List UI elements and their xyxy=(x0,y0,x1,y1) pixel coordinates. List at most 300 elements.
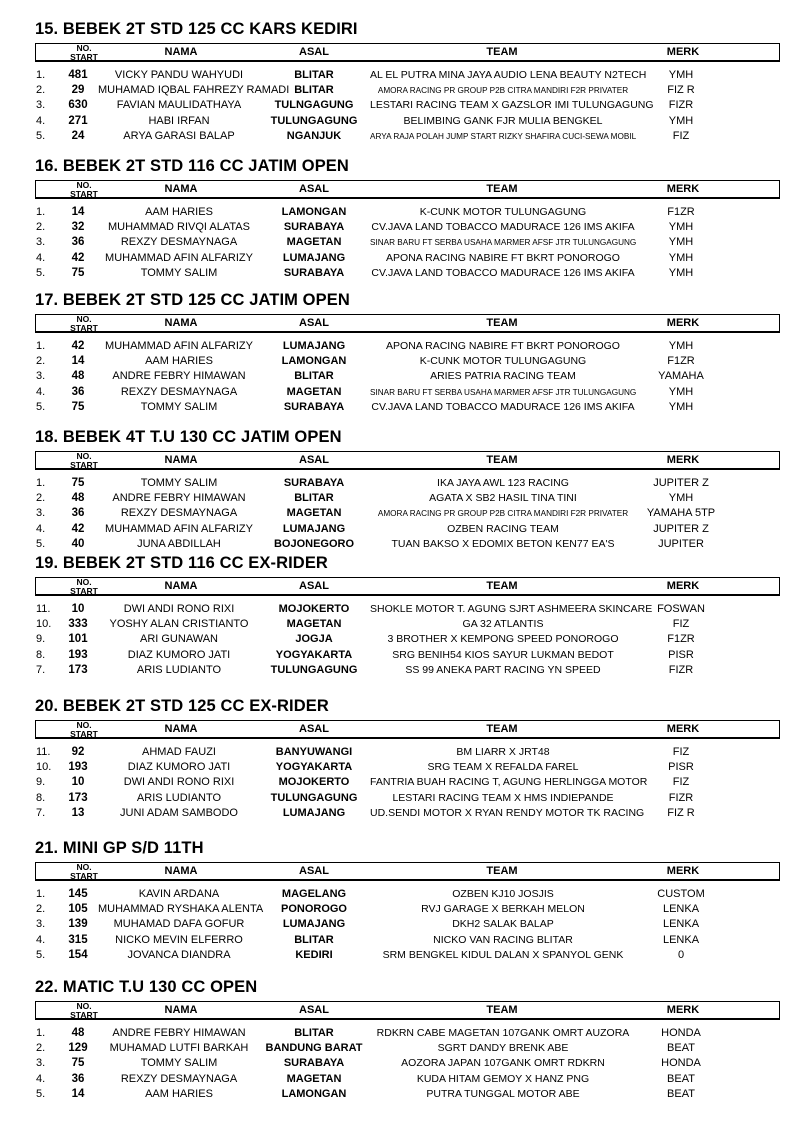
section-title: 16. BEBEK 2T STD 116 CC JATIM OPEN xyxy=(35,157,349,175)
team-name: 3 BROTHER X KEMPONG SPEED PONOROGO xyxy=(387,633,619,646)
rider-position: 2. xyxy=(36,903,46,916)
table-row xyxy=(0,251,800,266)
team-name: AMORA RACING PR GROUP P2B CITRA MANDIRI F2R PRIVATER xyxy=(377,86,629,96)
header-asal: ASAL xyxy=(299,317,329,329)
rider-position: 3. xyxy=(36,236,46,249)
table-row xyxy=(0,791,800,806)
table-row xyxy=(0,385,800,400)
bike-brand: CUSTOM xyxy=(657,888,705,900)
bike-brand: YMH xyxy=(668,251,694,264)
team-name: SINAR BARU FT SERBA USAHA MARMER AFSF JTR TULUNGAGUNG xyxy=(370,387,637,397)
rider-name: TOMMY SALIM xyxy=(140,477,218,489)
rider-origin: MAGETAN xyxy=(286,236,342,249)
rider-name: MUHAMAD IQBAL FAHREZY RAMADI xyxy=(98,84,290,97)
rider-position: 2. xyxy=(36,221,46,234)
bike-brand: HONDA xyxy=(661,1027,701,1039)
table-row xyxy=(0,1087,800,1102)
team-name: AL EL PUTRA MINA JAYA AUDIO LENA BEAUTY N2TECH xyxy=(370,69,647,81)
table-header xyxy=(35,451,780,470)
table-row xyxy=(0,760,800,775)
rider-origin: MOJOKERTO xyxy=(278,776,350,789)
rider-position: 3. xyxy=(36,918,46,931)
rider-origin: LAMONGAN xyxy=(281,1087,347,1100)
rider-position: 10. xyxy=(36,761,52,774)
bike-brand: F1ZR xyxy=(667,633,695,646)
rider-origin: JOGJA xyxy=(295,633,333,646)
start-number: 92 xyxy=(71,746,85,758)
rider-position: 1. xyxy=(36,888,46,900)
bike-brand: FIZR xyxy=(668,99,694,112)
rider-position: 7. xyxy=(36,806,46,819)
bike-brand: FOSWAN xyxy=(657,603,705,615)
table-row xyxy=(0,476,800,491)
start-number: 154 xyxy=(68,948,88,961)
header-nama: NAMA xyxy=(164,183,198,195)
table-row xyxy=(0,506,800,521)
rider-position: 2. xyxy=(36,84,46,97)
table-row xyxy=(0,917,800,932)
rider-origin: MAGETAN xyxy=(286,385,342,398)
rider-name: REXZY DESMAYNAGA xyxy=(120,1072,238,1085)
table-row xyxy=(0,1072,800,1087)
table-row xyxy=(0,902,800,917)
start-number: 48 xyxy=(71,370,85,383)
rider-name: JOVANCA DIANDRA xyxy=(127,948,231,961)
table-row xyxy=(0,806,800,821)
start-number: 193 xyxy=(68,761,88,774)
header-team: TEAM xyxy=(486,317,518,329)
team-name: SS 99 ANEKA PART RACING YN SPEED xyxy=(405,663,601,676)
header-merk: MERK xyxy=(666,454,700,466)
race-section xyxy=(0,428,800,563)
header-merk: MERK xyxy=(666,46,700,58)
header-nama: NAMA xyxy=(164,317,198,329)
rider-position: 4. xyxy=(36,385,46,398)
header-team: TEAM xyxy=(486,46,518,58)
start-number: 139 xyxy=(68,918,88,931)
table-header xyxy=(35,1001,780,1020)
start-number: 36 xyxy=(71,385,85,398)
bike-brand: JUPITER Z xyxy=(653,477,709,489)
team-name: SRG BENIH54 KIOS SAYUR LUKMAN BEDOT xyxy=(392,648,614,661)
header-no-start: NO. START xyxy=(70,451,98,470)
bike-brand: JUPITER Z xyxy=(653,522,709,535)
rider-position: 2. xyxy=(36,1042,46,1055)
rider-origin: SURABAYA xyxy=(283,1057,345,1070)
team-name: ARIES PATRIA RACING TEAM xyxy=(430,370,576,383)
table-row xyxy=(0,537,800,552)
rider-name: DIAZ KUMORO JATI xyxy=(127,761,231,774)
header-team: TEAM xyxy=(486,865,518,877)
start-number: 173 xyxy=(68,663,88,676)
race-section xyxy=(0,978,800,1113)
rider-origin: YOGYAKARTA xyxy=(275,648,353,661)
rider-position: 9. xyxy=(36,633,46,646)
header-merk: MERK xyxy=(666,580,700,592)
bike-brand: BEAT xyxy=(667,1042,695,1055)
rider-position: 8. xyxy=(36,791,46,804)
rider-name: JUNI ADAM SAMBODO xyxy=(120,806,238,819)
header-merk: MERK xyxy=(666,317,700,329)
rider-position: 8. xyxy=(36,648,46,661)
table-header xyxy=(35,862,780,881)
race-section xyxy=(0,697,800,832)
rider-position: 4. xyxy=(36,251,46,264)
rider-name: YOSHY ALAN CRISTIANTO xyxy=(109,618,249,631)
rider-origin: MOJOKERTO xyxy=(278,603,350,615)
table-row xyxy=(0,220,800,235)
rider-name: AHMAD FAUZI xyxy=(142,746,216,758)
start-number: 75 xyxy=(71,1057,85,1070)
team-name: KUDA HITAM GEMOY X HANZ PNG xyxy=(416,1072,590,1085)
start-number: 481 xyxy=(68,69,88,81)
rider-position: 4. xyxy=(36,933,46,946)
rider-name: VICKY PANDU WAHYUDI xyxy=(114,69,244,81)
header-team: TEAM xyxy=(486,723,518,735)
team-name: IKA JAYA AWL 123 RACING xyxy=(437,477,569,489)
rider-origin: TULNGAGUNG xyxy=(274,99,354,112)
rider-origin: SURABAYA xyxy=(283,266,345,279)
table-header xyxy=(35,577,780,596)
bike-brand: YMH xyxy=(668,385,694,398)
team-name: BM LIARR X JRT48 xyxy=(456,746,550,758)
team-name: AOZORA JAPAN 107GANK OMRT RDKRN xyxy=(401,1057,605,1070)
bike-brand: BEAT xyxy=(667,1072,695,1085)
team-name: SHOKLE MOTOR T. AGUNG SJRT ASHMEERA SKINCARE xyxy=(370,603,653,615)
header-asal: ASAL xyxy=(299,183,329,195)
team-name: FANTRIA BUAH RACING T, AGUNG HERLINGGA MOTOR xyxy=(370,776,648,789)
start-number: 315 xyxy=(68,933,88,946)
rider-name: ARIS LUDIANTO xyxy=(136,791,222,804)
bike-brand: YMH xyxy=(668,221,694,234)
table-row xyxy=(0,83,800,98)
section-title: 21. MINI GP S/D 11TH xyxy=(35,839,204,857)
start-number: 75 xyxy=(71,266,85,279)
start-number: 42 xyxy=(71,340,85,352)
rider-name: DIAZ KUMORO JATI xyxy=(127,648,231,661)
team-name: OZBEN RACING TEAM xyxy=(447,522,559,535)
team-name: AGATA X SB2 HASIL TINA TINI xyxy=(429,492,577,505)
rider-position: 9. xyxy=(36,776,46,789)
team-name: AMORA RACING PR GROUP P2B CITRA MANDIRI F2R PRIVATER xyxy=(377,509,629,519)
table-row xyxy=(0,129,800,144)
rider-position: 2. xyxy=(36,355,46,368)
rider-name: ANDRE FEBRY HIMAWAN xyxy=(112,370,246,383)
header-no-start: NO. START xyxy=(70,314,98,333)
team-name: APONA RACING NABIRE FT BKRT PONOROGO xyxy=(386,251,620,264)
bike-brand: LENKA xyxy=(662,918,700,931)
rider-origin: MAGETAN xyxy=(286,507,342,520)
team-name: GA 32 ATLANTIS xyxy=(462,618,544,631)
rider-origin: LUMAJANG xyxy=(282,340,346,352)
team-name: LESTARI RACING TEAM X GAZSLOR IMI TULUNGAGUNG xyxy=(370,99,654,112)
rider-name: MUHAMMAD RIVQI ALATAS xyxy=(107,221,250,234)
rider-position: 3. xyxy=(36,370,46,383)
team-name: APONA RACING NABIRE FT BKRT PONOROGO xyxy=(386,340,620,352)
rider-name: TOMMY SALIM xyxy=(140,400,218,413)
start-number: 10 xyxy=(71,603,85,615)
start-number: 333 xyxy=(68,618,88,631)
start-number: 75 xyxy=(71,477,85,489)
rider-name: MUHAMMAD AFIN ALFARIZY xyxy=(105,340,253,352)
rider-position: 5. xyxy=(36,129,46,142)
rider-name: ARI GUNAWAN xyxy=(139,633,219,646)
rider-name: AAM HARIES xyxy=(145,1087,213,1100)
bike-brand: BEAT xyxy=(667,1087,695,1100)
rider-origin: LUMAJANG xyxy=(282,806,346,819)
header-asal: ASAL xyxy=(299,723,329,735)
table-row xyxy=(0,339,800,354)
start-number: 630 xyxy=(68,99,88,112)
start-number: 10 xyxy=(71,776,85,789)
start-number: 129 xyxy=(68,1042,88,1055)
rider-position: 2. xyxy=(36,492,46,505)
rider-name: AAM HARIES xyxy=(145,355,213,368)
rider-position: 1. xyxy=(36,69,46,81)
rider-position: 1. xyxy=(36,206,46,218)
rider-position: 3. xyxy=(36,1057,46,1070)
rider-origin: BANYUWANGI xyxy=(275,746,353,758)
team-name: LESTARI RACING TEAM X HMS INDIEPANDE xyxy=(392,791,614,804)
rider-position: 3. xyxy=(36,507,46,520)
start-number: 36 xyxy=(71,1072,85,1085)
rider-name: JUNA ABDILLAH xyxy=(137,537,221,550)
bike-brand: FIZ R xyxy=(667,84,695,97)
start-number: 24 xyxy=(71,129,85,142)
race-section xyxy=(0,554,800,689)
table-row xyxy=(0,1026,800,1041)
bike-brand: YMH xyxy=(668,400,694,413)
team-name: SINAR BARU FT SERBA USAHA MARMER AFSF JTR TULUNGAGUNG xyxy=(370,238,637,248)
table-row xyxy=(0,68,800,83)
start-number: 193 xyxy=(68,648,88,661)
table-row xyxy=(0,205,800,220)
header-nama: NAMA xyxy=(164,580,198,592)
table-header xyxy=(35,43,780,62)
section-title: 20. BEBEK 2T STD 125 CC EX-RIDER xyxy=(35,697,329,715)
bike-brand: FIZ xyxy=(672,618,690,631)
rider-name: KAVIN ARDANA xyxy=(138,888,220,900)
table-row xyxy=(0,602,800,617)
start-number: 173 xyxy=(68,791,88,804)
header-asal: ASAL xyxy=(299,454,329,466)
start-number: 36 xyxy=(71,507,85,520)
start-number: 42 xyxy=(71,522,85,535)
rider-origin: BLITAR xyxy=(294,69,334,81)
rider-position: 7. xyxy=(36,663,46,676)
rider-name: REXZY DESMAYNAGA xyxy=(120,385,238,398)
rider-name: HABI IRFAN xyxy=(148,114,210,127)
team-name: UD.SENDI MOTOR X RYAN RENDY MOTOR TK RACING xyxy=(370,806,645,819)
bike-brand: HONDA xyxy=(661,1057,701,1070)
header-no-start: NO. START xyxy=(70,577,98,596)
bike-brand: JUPITER xyxy=(658,537,704,550)
rider-name: AAM HARIES xyxy=(145,206,213,218)
header-nama: NAMA xyxy=(164,723,198,735)
table-row xyxy=(0,266,800,281)
bike-brand: FIZ xyxy=(672,746,690,758)
team-name: OZBEN KJ10 JOSJIS xyxy=(452,888,554,900)
table-row xyxy=(0,617,800,632)
table-row xyxy=(0,114,800,129)
team-name: CV.JAVA LAND TOBACCO MADURACE 126 IMS AKIFA xyxy=(371,266,635,279)
bike-brand: YAMAHA xyxy=(658,370,704,383)
rider-origin: SURABAYA xyxy=(283,400,345,413)
team-name: CV.JAVA LAND TOBACCO MADURACE 126 IMS AKIFA xyxy=(371,400,635,413)
rider-origin: SURABAYA xyxy=(283,477,345,489)
team-name: RVJ GARAGE X BERKAH MELON xyxy=(421,903,585,916)
rider-position: 11. xyxy=(36,746,51,758)
rider-name: MUHAMMAD AFIN ALFARIZY xyxy=(105,522,253,535)
bike-brand: PISR xyxy=(668,761,694,774)
table-header xyxy=(35,314,780,333)
rider-origin: MAGELANG xyxy=(281,888,347,900)
table-row xyxy=(0,400,800,415)
rider-origin: KEDIRI xyxy=(295,948,333,961)
table-row xyxy=(0,369,800,384)
bike-brand: YAMAHA 5TP xyxy=(646,507,716,520)
rider-position: 4. xyxy=(36,522,46,535)
start-number: 40 xyxy=(71,537,85,550)
table-row xyxy=(0,648,800,663)
table-row xyxy=(0,775,800,790)
table-row xyxy=(0,933,800,948)
rider-origin: PONOROGO xyxy=(280,903,347,916)
race-section xyxy=(0,20,800,155)
table-row xyxy=(0,632,800,647)
bike-brand: YMH xyxy=(668,340,694,352)
rider-origin: LUMAJANG xyxy=(282,251,346,264)
header-nama: NAMA xyxy=(164,46,198,58)
rider-position: 5. xyxy=(36,266,46,279)
rider-origin: YOGYAKARTA xyxy=(275,761,353,774)
start-number: 101 xyxy=(68,633,88,646)
rider-name: MUHAMAD LUTFI BARKAH xyxy=(109,1042,249,1055)
table-row xyxy=(0,948,800,963)
section-title: 17. BEBEK 2T STD 125 CC JATIM OPEN xyxy=(35,291,350,309)
bike-brand: LENKA xyxy=(662,933,700,946)
team-name: DKH2 SALAK BALAP xyxy=(452,918,554,931)
bike-brand: YMH xyxy=(668,266,694,279)
header-team: TEAM xyxy=(486,183,518,195)
team-name: ARYA RAJA POLAH JUMP START RIZKY SHAFIRA CUCI-SEWA MOBIL xyxy=(370,131,637,141)
rider-name: MUHAMMAD RYSHAKA ALENTA xyxy=(98,903,264,916)
rider-origin: LAMONGAN xyxy=(281,206,347,218)
team-name: SGRT DANDY BRENK ABE xyxy=(437,1042,569,1055)
table-row xyxy=(0,1056,800,1071)
rider-name: ARYA GARASI BALAP xyxy=(123,129,235,142)
team-name: BELIMBING GANK FJR MULIA BENGKEL xyxy=(403,114,603,127)
bike-brand: F1ZR xyxy=(667,206,695,218)
header-asal: ASAL xyxy=(299,580,329,592)
start-number: 271 xyxy=(68,114,88,127)
rider-origin: BLITAR xyxy=(294,1027,334,1039)
table-header xyxy=(35,720,780,739)
table-row xyxy=(0,522,800,537)
rider-position: 1. xyxy=(36,1027,46,1039)
header-merk: MERK xyxy=(666,865,700,877)
header-nama: NAMA xyxy=(164,865,198,877)
table-row xyxy=(0,663,800,678)
start-number: 36 xyxy=(71,236,85,249)
start-number: 13 xyxy=(71,806,85,819)
start-number: 32 xyxy=(71,221,85,234)
header-merk: MERK xyxy=(666,723,700,735)
header-merk: MERK xyxy=(666,1004,700,1016)
start-number: 48 xyxy=(71,492,85,505)
bike-brand: FIZ R xyxy=(667,806,695,819)
rider-name: REXZY DESMAYNAGA xyxy=(120,507,238,520)
rider-origin: LUMAJANG xyxy=(282,522,346,535)
bike-brand: LENKA xyxy=(662,903,700,916)
rider-position: 5. xyxy=(36,537,46,550)
bike-brand: FIZ xyxy=(672,129,690,142)
table-header xyxy=(35,180,780,199)
rider-position: 3. xyxy=(36,99,46,112)
rider-name: MUHAMAD DAFA GOFUR xyxy=(113,918,245,931)
bike-brand: FIZR xyxy=(668,663,694,676)
rider-position: 1. xyxy=(36,340,46,352)
header-asal: ASAL xyxy=(299,865,329,877)
rider-position: 5. xyxy=(36,400,46,413)
header-no-start: NO. START xyxy=(70,43,98,62)
table-row xyxy=(0,1041,800,1056)
rider-name: DWI ANDI RONO RIXI xyxy=(123,603,235,615)
table-row xyxy=(0,98,800,113)
header-no-start: NO. START xyxy=(70,1001,98,1020)
team-name: TUAN BAKSO X EDOMIX BETON KEN77 EA'S xyxy=(391,537,615,550)
bike-brand: FIZ xyxy=(672,776,690,789)
rider-origin: BOJONEGORO xyxy=(273,537,355,550)
team-name: PUTRA TUNGGAL MOTOR ABE xyxy=(426,1087,580,1100)
bike-brand: YMH xyxy=(668,492,694,505)
rider-origin: NGANJUK xyxy=(286,129,342,142)
rider-origin: SURABAYA xyxy=(283,221,345,234)
start-number: 14 xyxy=(71,1087,85,1100)
header-merk: MERK xyxy=(666,183,700,195)
table-row xyxy=(0,491,800,506)
start-number: 105 xyxy=(68,903,88,916)
rider-name: TOMMY SALIM xyxy=(140,1057,218,1070)
bike-brand: F1ZR xyxy=(667,355,695,368)
rider-origin: BLITAR xyxy=(294,933,334,946)
rider-name: DWI ANDI RONO RIXI xyxy=(123,776,235,789)
section-title: 15. BEBEK 2T STD 125 CC KARS KEDIRI xyxy=(35,20,358,38)
bike-brand: PISR xyxy=(668,648,694,661)
team-name: K-CUNK MOTOR TULUNGAGUNG xyxy=(419,206,587,218)
rider-position: 5. xyxy=(36,1087,46,1100)
header-nama: NAMA xyxy=(164,1004,198,1016)
start-number: 42 xyxy=(71,251,85,264)
rider-origin: BLITAR xyxy=(294,370,334,383)
team-name: NICKO VAN RACING BLITAR xyxy=(433,933,573,946)
rider-name: ANDRE FEBRY HIMAWAN xyxy=(112,492,246,505)
rider-position: 4. xyxy=(36,1072,46,1085)
rider-name: ANDRE FEBRY HIMAWAN xyxy=(112,1027,246,1039)
rider-origin: TULUNGAGUNG xyxy=(270,663,358,676)
rider-name: FAVIAN MAULIDATHAYA xyxy=(116,99,242,112)
team-name: RDKRN CABE MAGETAN 107GANK OMRT AUZORA xyxy=(376,1027,630,1039)
header-team: TEAM xyxy=(486,580,518,592)
table-row xyxy=(0,235,800,250)
team-name: K-CUNK MOTOR TULUNGAGUNG xyxy=(419,355,587,368)
rider-origin: LAMONGAN xyxy=(281,355,347,368)
race-section xyxy=(0,291,800,426)
rider-origin: MAGETAN xyxy=(286,1072,342,1085)
start-number: 29 xyxy=(71,84,85,97)
rider-name: REXZY DESMAYNAGA xyxy=(120,236,238,249)
table-row xyxy=(0,887,800,902)
